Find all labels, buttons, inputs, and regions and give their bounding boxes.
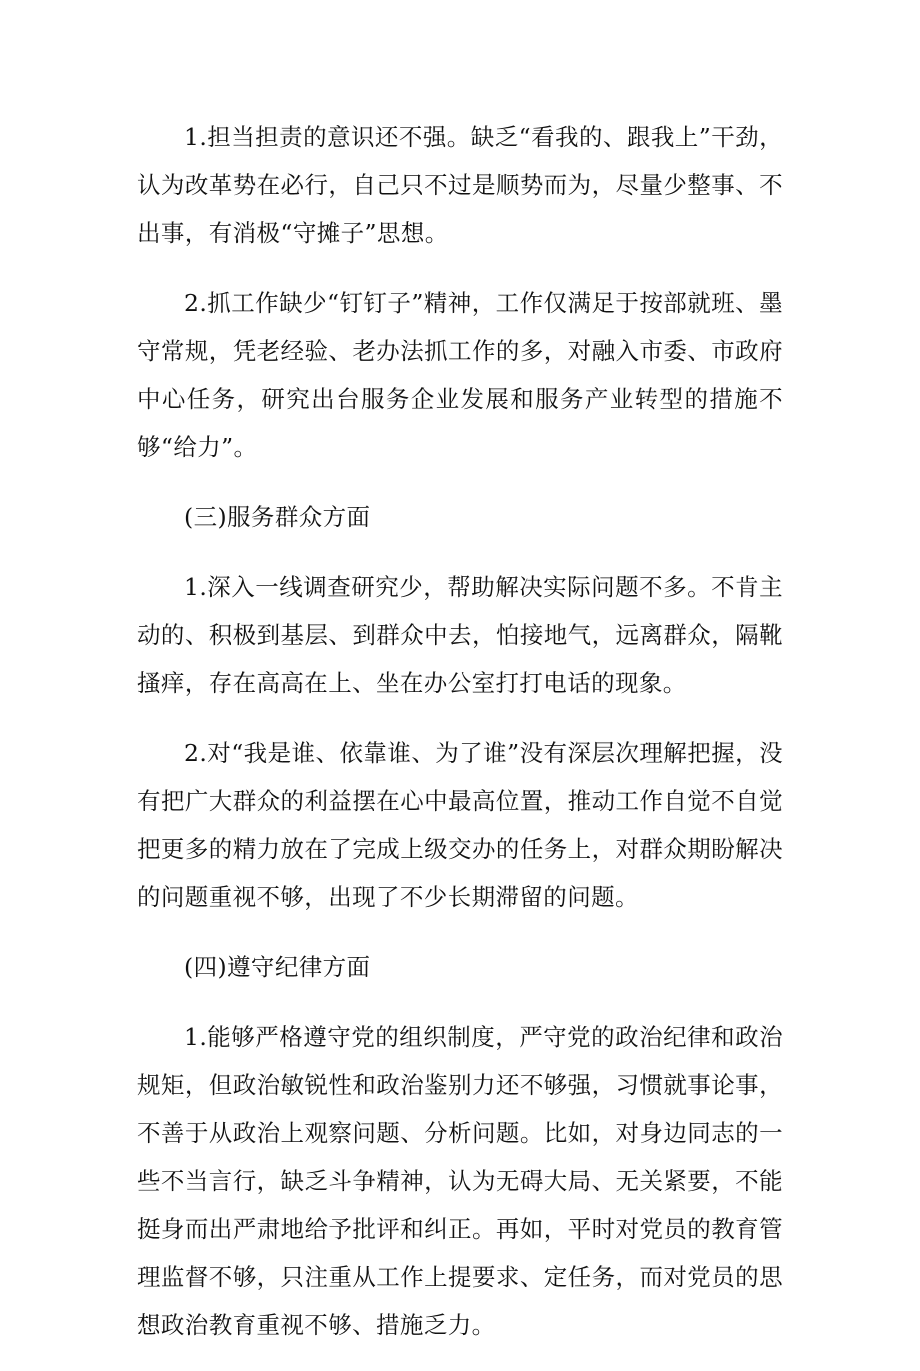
paragraph-5: 1.能够严格遵守党的组织制度，严守党的政治纪律和政治规矩，但政治敏锐性和政治鉴别力还不够强，习惯就事论事，不善于从政治上观察问题、分析问题。比如，对身边同志的一些不当言行，缺乏斗争精神，认为无碍大局、无关紧要，不能挺身而出严肃地给予批评和纠正。再如，平时对党员的教育管理监督不够，只注重从工作上提要求、定任务，而对党员的思想政治教育重视不够、措施乏力。 xyxy=(137,1023,783,1339)
paragraph-2: 2.抓工作缺少“钉钉子”精神，工作仅满足于按部就班、墨守常规，凭老经验、老办法抓工作的多，对融入市委、市政府中心任务，研究出台服务企业发展和服务产业转型的措施不够“给力”。 xyxy=(137,289,783,461)
paragraph-4: 2.对“我是谁、依靠谁、为了谁”没有深层次理解把握，没有把广大群众的利益摆在心中最高位置，推动工作自觉不自觉把更多的精力放在了完成上级交办的任务上，对群众期盼解决的问题重视不够，出现了不少长期滞留的问题。 xyxy=(137,739,783,911)
document-body xyxy=(137,113,783,1371)
paragraph-3: 1.深入一线调查研究少，帮助解决实际问题不多。不肯主动的、积极到基层、到群众中去，怕接地气，远离群众，隔靴搔痒，存在高高在上、坐在办公室打打电话的现象。 xyxy=(137,573,783,697)
section-heading-3: (三)服务群众方面 xyxy=(184,503,371,531)
paragraph-1: 1.担当担责的意识还不强。缺乏“看我的、跟我上”干劲，认为改革势在必行，自己只不过是顺势而为，尽量少整事、不出事，有消极“守摊子”思想。 xyxy=(137,123,783,247)
section-heading-4: (四)遵守纪律方面 xyxy=(184,953,371,981)
